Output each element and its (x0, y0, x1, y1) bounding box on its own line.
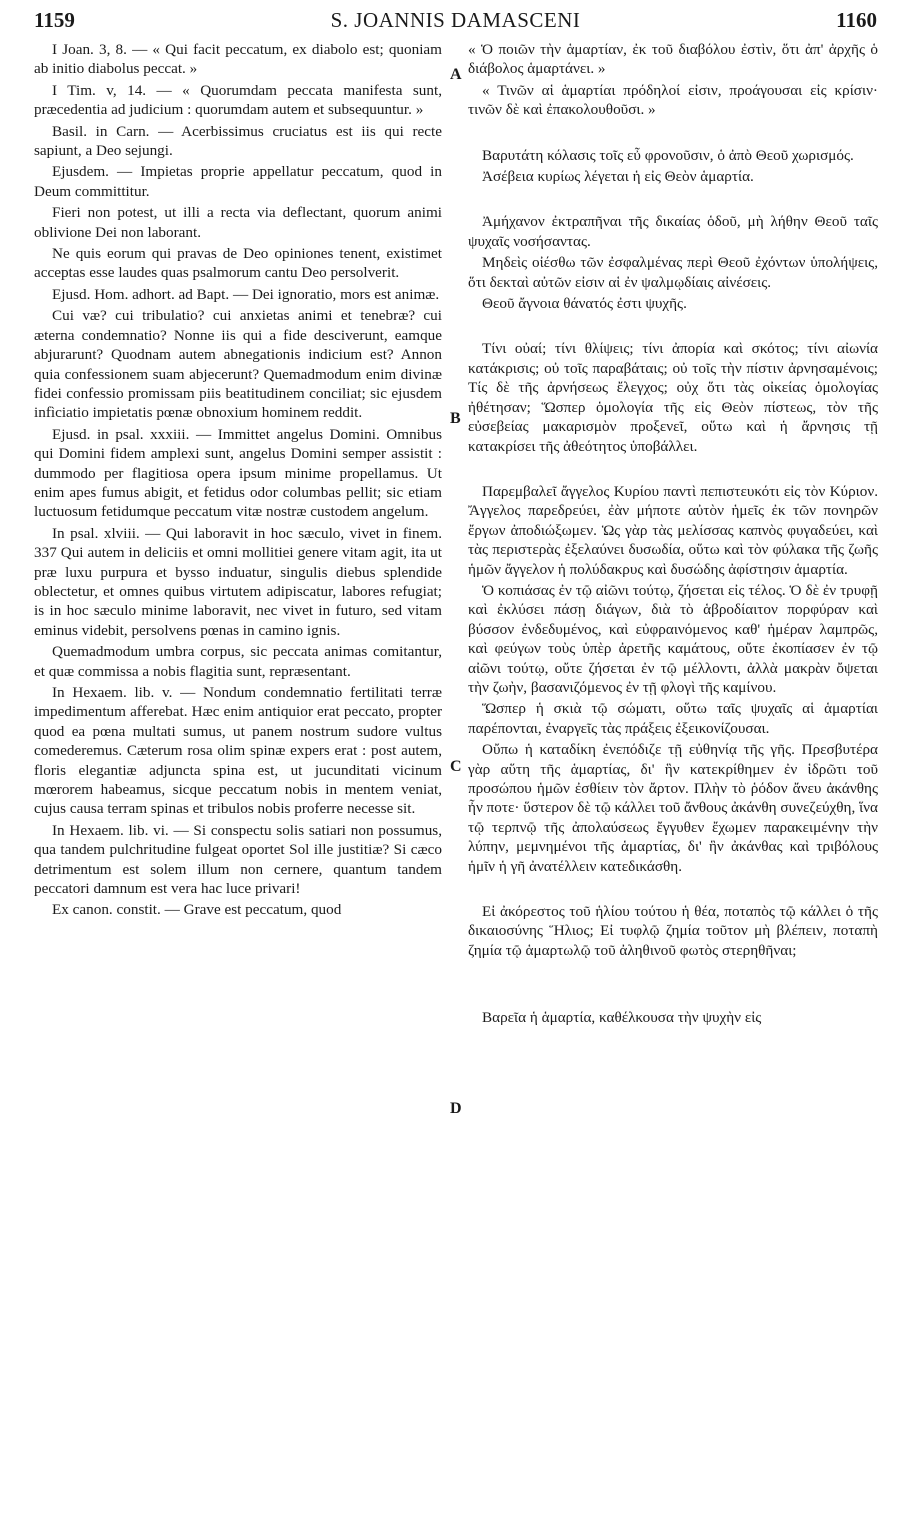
greek-paragraph: Ἀσέβεια κυρίως λέγεται ἡ εἰς Θεὸν ἁμαρτία. (482, 168, 754, 186)
greek-paragraph: Βαρεῖα ἡ ἁμαρτία, καθέλκουσα τὴν ψυχὴν εἰς (482, 1009, 762, 1027)
greek-paragraph: Ὁ κοπιάσας ἐν τῷ αἰῶνι τούτῳ, ζήσεται εἰς τέλος. Ὁ δὲ ἐν τρυφῇ καὶ ἐκλύσει πάσῃ διάγων, διὰ τὸ ἁβροδίαιτον πορφύραν καὶ βύσσον ἐνδεδυμένος, καὶ εὐφραινόμενος καθ' ἡμέραν λαμπρῶς, καὶ φεύγων τοὺς ὑπὲρ ἀρετῆς καμάτους, οὔτε ἐκοπίασεν ἐν τῷ αἰῶνι τούτῳ, οὔτε ζήσεται ἐν τῷ μέλλοντι, ἀλλὰ μακρὰν ὄψεται τὴν ζωὴν, βασανιζόμενος ἐν τῇ φλογὶ τῆς καμίνου. (468, 581, 878, 696)
latin-paragraph: Fieri non potest, ut illi a recta via deflectant, quorum animi oblivione Dei non laborant. (34, 204, 442, 241)
greek-paragraph: Μηδεὶς οἰέσθω τῶν ἐσφαλμένας περὶ Θεοῦ ἐχόντων ὑπολήψεις, ὅτι δεκταὶ αὐτῶν εἰσιν αἱ ἐν ψαλμῳδίαις αἰνέσεις. (468, 254, 878, 291)
latin-paragraph: Basil. in Carn. — Acerbissimus cruciatus est iis qui recte sapiunt, a Deo sejungi. (34, 122, 442, 160)
greek-paragraph: Θεοῦ ἄγνοια θάνατός ἐστι ψυχῆς. (482, 295, 687, 313)
latin-paragraph: In Hexaem. lib. vi. — Si conspectu solis satiari non possumus, qua tandem pulchritudine fulgeat oportet Sol ille justitiæ? Si cæco detrimentum est solem illum non cernere, quantum tandem peccatori damnum est vera hac luce privari! (34, 821, 442, 898)
latin-paragraph: Quemadmodum umbra corpus, sic peccata animas comitantur, et quæ commissa a nobis flagitia sunt, repræsentant. (34, 643, 442, 680)
greek-paragraph: Οὔπω ἡ καταδίκη ἐνεπόδιζε τῇ εὐθηνίᾳ τῆς γῆς. Πρεσβυτέρα γὰρ αὕτη τῆς ἁμαρτίας, δι' ἣν κατεκρίθημεν ἐν ἱδρῶτι τοῦ προσώπου ἡμῶν ἐσθίειν τὸν ἄρτον. Πλὴν τὸ ῥόδον ἄνευ ἀκάνθης ἦν ποτε· ὕστερον δὲ τῷ κάλλει τοῦ ἄνθους ἀκάνθη συνεζεύχθη, ἵνα τῷ τερπνῷ τῆς ἀπολαύσεως ἔγγυθεν ἔχωμεν παρακειμένην τὴν λύπην, μεμνημένοι τῆς ἁμαρτίας, δι' ἣν ἀκάνθας καὶ τριβόλους ἡμῖν ἡ γῆ ἀνατέλλειν κατεδικάσθη. (468, 741, 878, 875)
greek-paragraph: Ἀμήχανον ἐκτραπῆναι τῆς δικαίας ὁδοῦ, μὴ λήθην Θεοῦ ταῖς ψυχαῖς νοσήσαντας. (468, 213, 878, 250)
latin-paragraph: In psal. xlviii. — Qui laboravit in hoc sæculo, vivet in finem. 337 Qui autem in deliciis et omni mollitiei genere vitam agit, ita ut præ luxu purpura et bysso induatur, singulis diebus splendide oblectetur, et omnes quibus virtutem adipiscatur, labores refugiat; is in hoc sæculo minime laboravit, nec vivet in futuro, sed vitam eminus videbit, persolvens pœnas in camino ignis. (34, 524, 442, 639)
latin-paragraph: Ejusdem. — Impietas proprie appellatur peccatum, quod in Deum committitur. (34, 163, 442, 200)
latin-column (34, 40, 442, 922)
greek-paragraph: Παρεμβαλεῖ ἄγγελος Κυρίου παντὶ πεπιστευκότι εἰς τὸν Κύριον. Ἄγγελος παρεδρεύει, ἐὰν μήποτε αὐτὸν ἡμεῖς ἐκ τῶν πονηρῶν ἔργων ἀποδιώξωμεν. Ὡς γὰρ τὰς μελίσσας καπνὸς φυγαδεύει, καὶ τὰς περιστερὰς ἐξελαύνει δυσωδία, οὕτω καὶ τὸν φύλακα τῆς ζωῆς ἡμῶν ἄγγελον ἡ πολύδακρυς καὶ δυσώδης ἀφίστησιν ἁμαρτία. (468, 482, 878, 578)
latin-paragraph: Cui væ? cui tribulatio? cui anxietas animi et tenebræ? cui æterna condemnatio? Nonne iis qui a fide desciverunt, eamque abjurarunt? Quodnam autem abnegationis indicium est? Annon quia confessionem suam abjecerunt? Quemadmodum enim divinæ fidei confessio promissam piis beatitudinem conciliat; sic ejusdem infìciatio impietatis pœnæ obnoxium hominem reddit. (34, 307, 442, 422)
latin-paragraph: I Joan. 3, 8. — « Qui facit peccatum, ex diabolo est; quoniam ab initio diabolus peccat. » (34, 41, 442, 78)
page-header (34, 8, 877, 36)
page-number-right: 1160 (836, 8, 877, 32)
greek-paragraph: Ὥσπερ ἡ σκιὰ τῷ σώματι, οὕτω ταῖς ψυχαῖς αἱ ἁμαρτίαι παρέπονται, ἐναργεῖς τὰς πράξεις ἐξεικονίζουσαι. (468, 700, 878, 737)
margin-letter-c: C (450, 758, 462, 775)
greek-paragraph: Εἰ ἀκόρεστος τοῦ ἡλίου τούτου ἡ θέα, ποταπὸς τῷ κάλλει ὁ τῆς δικαιοσύνης Ἥλιος; Εἰ τυφλῷ ζημία τοῦτον μὴ βλέπειν, ποταπὴ ζημία τῷ ἁμαρτωλῷ τοῦ ἀληθινοῦ φωτὸς στερηθῆναι; (468, 903, 878, 959)
greek-column (468, 40, 878, 1030)
running-title: S. JOANNIS DAMASCENI (330, 8, 581, 32)
greek-paragraph: Τίνι οὐαί; τίνι θλίψεις; τίνι ἀπορία καὶ σκότος; τίνι αἰωνία κατάκρισις; οὐ τοῖς παραβάταις; οὐ τοῖς τὴν πίστιν ἀρνησαμένοις; Τίς δὲ τῆς ἀρνήσεως ἔλεγχος; οὐχ ὅτι τὰς οἰκείας ὁμολογίας ἠθέτησαν; Ὥσπερ ὁμολογία τῆς εἰς Θεὸν πίστεως, τὸν τῆς εὐσεβείας μακαρισμὸν προξενεῖ, οὕτω καὶ ἡ ἄρνησις τῇ κατακρίσει τῆς ἀθεότητος ὑποβάλλει. (468, 340, 878, 455)
latin-paragraph: Ejusd. in psal. xxxiii. — Immittet angelus Domini. Omnibus qui Domini fidem amplexi sunt, angelus Domini semper assistit : dummodo per flagitiosa opera ipsum minime propellamus. Ut enim apes fumus abigit, et fetidus odor columbas pellit; sic etiam luctuosum fetidumque peccatum vitæ nostræ custodem angelum. (34, 425, 442, 521)
latin-paragraph: Ne quis eorum qui pravas de Deo opiniones tenent, existimet acceptas esse laudes quas psalmorum cantu Deo persolverit. (34, 245, 442, 282)
margin-letter-d: D (450, 1100, 462, 1117)
latin-paragraph: In Hexaem. lib. v. — Nondum condemnatio fertilitati terræ impedimentum afferebat. Hæc enim antiquior erat peccato, propter quod ea pœna multati sumus, ut panem nostrum sudore vultus comederemus. Cæterum rosa olim spinæ expers erat : post autem, floris elegantiæ adjuncta spina est, ut jucunditati vicinum mœrorem habeamus, sicque peccatum nobis in mentem veniat, cujus causa terram spinas et tribulos nobis proferre necesse sit. (34, 684, 442, 818)
margin-letter-a: A (450, 66, 462, 83)
greek-paragraph: « Τινῶν αἱ ἁμαρτίαι πρόδηλοί εἰσιν, προάγουσαι εἰς κρίσιν· τινῶν δὲ καὶ ἐπακολουθοῦσι. » (468, 81, 878, 119)
greek-paragraph: Βαρυτάτη κόλασις τοῖς εὖ φρονοῦσιν, ὁ ἀπὸ Θεοῦ χωρισμός. (482, 146, 854, 164)
greek-paragraph: « Ὁ ποιῶν τὴν ἁμαρτίαν, ἐκ τοῦ διαβόλου ἐστὶν, ὅτι ἀπ' ἀρχῆς ὁ διάβολος ἁμαρτάνει. » (468, 41, 878, 78)
latin-paragraph: Ex canon. constit. — Grave est peccatum, quod (52, 901, 342, 919)
page-number-left: 1159 (34, 8, 75, 32)
latin-paragraph: I Tim. v, 14. — « Quorumdam peccata manifesta sunt, præcedentia ad judicium : quorumdam autem et subsequuntur. » (34, 81, 442, 119)
margin-letter-b: B (450, 410, 461, 427)
latin-paragraph: Ejusd. Hom. adhort. ad Bapt. — Dei ignoratio, mors est animæ. (52, 285, 440, 303)
